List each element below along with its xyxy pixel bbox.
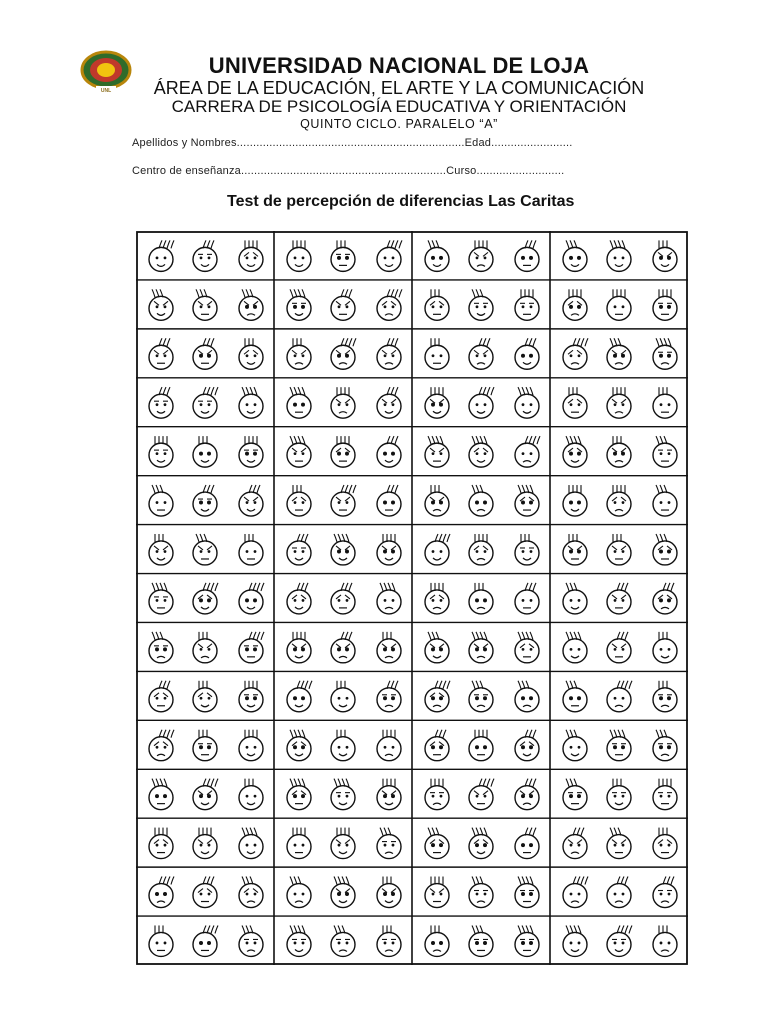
face-icon[interactable] bbox=[193, 485, 217, 516]
face-icon[interactable] bbox=[377, 289, 402, 320]
face-icon[interactable] bbox=[607, 828, 631, 859]
face-icon[interactable] bbox=[653, 436, 677, 467]
face-icon[interactable] bbox=[331, 289, 355, 320]
face-icon[interactable] bbox=[469, 338, 493, 369]
face-icon[interactable] bbox=[287, 485, 311, 516]
name-age-field[interactable]: Apellidos y Nombres......................................................................Edad......................... bbox=[132, 137, 573, 149]
face-icon[interactable] bbox=[193, 240, 217, 271]
face-icon[interactable] bbox=[607, 632, 631, 663]
face-icon[interactable] bbox=[469, 485, 493, 516]
face-icon[interactable] bbox=[287, 779, 311, 810]
face-icon[interactable] bbox=[653, 338, 677, 369]
face-icon[interactable] bbox=[425, 485, 449, 516]
face-icon[interactable] bbox=[563, 681, 587, 712]
face-icon[interactable] bbox=[653, 779, 677, 810]
face-icon[interactable] bbox=[193, 632, 217, 663]
face-icon[interactable] bbox=[331, 877, 355, 908]
face-icon[interactable] bbox=[193, 583, 218, 614]
face-icon[interactable] bbox=[331, 485, 356, 516]
face-icon[interactable] bbox=[515, 485, 539, 516]
face-icon[interactable] bbox=[425, 240, 449, 271]
face-icon[interactable] bbox=[149, 485, 173, 516]
face-icon[interactable] bbox=[425, 925, 449, 956]
face-icon[interactable] bbox=[287, 632, 311, 663]
face-icon[interactable] bbox=[425, 779, 449, 810]
face-icon[interactable] bbox=[425, 534, 450, 565]
face-icon[interactable] bbox=[563, 289, 587, 320]
face-icon[interactable] bbox=[377, 534, 401, 565]
face-icon[interactable] bbox=[193, 681, 217, 712]
face-icon[interactable] bbox=[469, 632, 493, 663]
face-icon[interactable] bbox=[287, 681, 312, 712]
face-icon[interactable] bbox=[607, 925, 632, 956]
face-icon[interactable] bbox=[469, 534, 493, 565]
face-icon[interactable] bbox=[563, 338, 588, 369]
face-icon[interactable] bbox=[607, 534, 631, 565]
face-icon[interactable] bbox=[149, 338, 173, 369]
face-icon[interactable] bbox=[425, 289, 449, 320]
face-icon[interactable] bbox=[563, 436, 587, 467]
face-icon[interactable] bbox=[425, 877, 449, 908]
face-icon[interactable] bbox=[149, 436, 173, 467]
face-icon[interactable] bbox=[653, 877, 677, 908]
face-icon[interactable] bbox=[377, 925, 401, 956]
face-icon[interactable] bbox=[515, 534, 539, 565]
face-icon[interactable] bbox=[377, 485, 401, 516]
face-icon[interactable] bbox=[377, 681, 401, 712]
face-icon[interactable] bbox=[377, 632, 401, 663]
face-icon[interactable] bbox=[331, 436, 355, 467]
face-icon[interactable] bbox=[193, 779, 218, 810]
face-icon[interactable] bbox=[193, 289, 217, 320]
face-icon[interactable] bbox=[425, 681, 450, 712]
face-icon[interactable] bbox=[515, 387, 539, 418]
face-icon[interactable] bbox=[515, 730, 539, 761]
face-icon[interactable] bbox=[149, 240, 174, 271]
face-icon[interactable] bbox=[469, 289, 493, 320]
face-icon[interactable] bbox=[287, 387, 311, 418]
face-icon[interactable] bbox=[331, 779, 355, 810]
face-icon[interactable] bbox=[377, 338, 401, 369]
face-icon[interactable] bbox=[563, 779, 587, 810]
face-icon[interactable] bbox=[653, 583, 677, 614]
face-icon[interactable] bbox=[331, 632, 355, 663]
face-icon[interactable] bbox=[149, 534, 173, 565]
face-icon[interactable] bbox=[607, 583, 631, 614]
face-icon[interactable] bbox=[239, 289, 263, 320]
face-icon[interactable] bbox=[469, 779, 494, 810]
face-icon[interactable] bbox=[239, 240, 263, 271]
face-icon[interactable] bbox=[469, 925, 493, 956]
face-icon[interactable] bbox=[515, 632, 539, 663]
face-icon[interactable] bbox=[239, 387, 263, 418]
face-icon[interactable] bbox=[515, 583, 539, 614]
face-icon[interactable] bbox=[563, 730, 587, 761]
career-subtitle: CARRERA DE PSICOLOGÍA EDUCATIVA Y ORIENTACIÓN bbox=[171, 97, 627, 116]
face-icon[interactable] bbox=[239, 925, 263, 956]
face-icon[interactable] bbox=[425, 387, 449, 418]
face-icon[interactable] bbox=[563, 534, 587, 565]
cycle-subtitle: QUINTO CICLO. PARALELO “A” bbox=[300, 117, 498, 131]
test-title: Test de percepción de diferencias Las Caritas bbox=[227, 193, 575, 210]
face-icon[interactable] bbox=[607, 681, 632, 712]
face-icon[interactable] bbox=[563, 877, 588, 908]
face-icon[interactable] bbox=[193, 534, 217, 565]
face-icon[interactable] bbox=[515, 240, 539, 271]
face-icon[interactable] bbox=[239, 877, 263, 908]
face-icon[interactable] bbox=[239, 828, 263, 859]
face-icon[interactable] bbox=[607, 387, 631, 418]
face-icon[interactable] bbox=[377, 828, 401, 859]
face-icon[interactable] bbox=[469, 240, 493, 271]
face-icon[interactable] bbox=[607, 289, 631, 320]
face-icon[interactable] bbox=[149, 925, 173, 956]
face-icon[interactable] bbox=[607, 436, 631, 467]
face-icon[interactable] bbox=[469, 436, 493, 467]
face-icon[interactable] bbox=[563, 387, 587, 418]
face-icon[interactable] bbox=[425, 632, 449, 663]
face-icon[interactable] bbox=[287, 828, 311, 859]
face-icon[interactable] bbox=[377, 877, 401, 908]
face-icon[interactable] bbox=[287, 436, 311, 467]
face-icon[interactable] bbox=[515, 681, 539, 712]
face-icon[interactable] bbox=[607, 779, 631, 810]
face-icon[interactable] bbox=[469, 730, 493, 761]
face-icon[interactable] bbox=[563, 485, 587, 516]
face-icon[interactable] bbox=[377, 583, 401, 614]
face-icon[interactable] bbox=[287, 925, 311, 956]
face-icon[interactable] bbox=[331, 925, 355, 956]
face-icon[interactable] bbox=[469, 681, 493, 712]
face-icon[interactable] bbox=[515, 828, 539, 859]
face-icon[interactable] bbox=[239, 779, 263, 810]
face-icon[interactable] bbox=[287, 338, 311, 369]
face-icon[interactable] bbox=[193, 387, 218, 418]
face-icon[interactable] bbox=[563, 828, 587, 859]
face-icon[interactable] bbox=[287, 534, 311, 565]
face-icon[interactable] bbox=[193, 877, 217, 908]
face-icon[interactable] bbox=[607, 730, 631, 761]
face-icon[interactable] bbox=[563, 240, 587, 271]
face-icon[interactable] bbox=[515, 436, 540, 467]
face-icon[interactable] bbox=[287, 730, 311, 761]
svg-text:UNL: UNL bbox=[100, 88, 112, 94]
face-icon[interactable] bbox=[377, 436, 401, 467]
face-icon[interactable] bbox=[377, 730, 401, 761]
face-icon[interactable] bbox=[563, 632, 587, 663]
face-icon[interactable] bbox=[193, 925, 218, 956]
face-icon[interactable] bbox=[149, 730, 174, 761]
face-icon[interactable] bbox=[287, 240, 311, 271]
face-icon[interactable] bbox=[193, 730, 217, 761]
face-icon[interactable] bbox=[149, 387, 173, 418]
university-title: UNIVERSIDAD NACIONAL DE LOJA bbox=[208, 53, 590, 78]
face-icon[interactable] bbox=[425, 583, 449, 614]
face-icon[interactable] bbox=[515, 877, 539, 908]
face-icon[interactable] bbox=[653, 387, 677, 418]
school-course-field[interactable]: Centro de enseñanza...............................................................Curso........................... bbox=[132, 165, 565, 177]
faces-grid bbox=[136, 231, 688, 965]
face-icon[interactable] bbox=[469, 387, 494, 418]
face-icon[interactable] bbox=[377, 779, 401, 810]
face-icon[interactable] bbox=[239, 534, 263, 565]
face-icon[interactable] bbox=[425, 828, 449, 859]
face-icon[interactable] bbox=[653, 828, 677, 859]
face-icon[interactable] bbox=[425, 730, 449, 761]
face-icon[interactable] bbox=[239, 436, 263, 467]
face-icon[interactable] bbox=[607, 877, 631, 908]
face-icon[interactable] bbox=[653, 632, 677, 663]
face-icon[interactable] bbox=[653, 925, 677, 956]
face-icon[interactable] bbox=[239, 583, 264, 614]
face-icon[interactable] bbox=[193, 828, 217, 859]
face-icon[interactable] bbox=[653, 730, 677, 761]
face-icon[interactable] bbox=[331, 828, 355, 859]
face-icon[interactable] bbox=[469, 877, 493, 908]
face-icon[interactable] bbox=[563, 583, 587, 614]
face-icon[interactable] bbox=[425, 436, 449, 467]
face-icon[interactable] bbox=[607, 240, 631, 271]
face-icon[interactable] bbox=[515, 779, 539, 810]
face-icon[interactable] bbox=[653, 534, 677, 565]
area-subtitle: ÁREA DE LA EDUCACIÓN, EL ARTE Y LA COMUNICACIÓN bbox=[153, 78, 645, 98]
face-icon[interactable] bbox=[607, 485, 631, 516]
face-icon[interactable] bbox=[149, 828, 173, 859]
face-icon[interactable] bbox=[377, 387, 401, 418]
face-icon[interactable] bbox=[331, 730, 355, 761]
face-icon[interactable] bbox=[331, 338, 356, 369]
face-icon[interactable] bbox=[287, 289, 311, 320]
face-icon[interactable] bbox=[515, 289, 539, 320]
face-icon[interactable] bbox=[149, 583, 173, 614]
face-icon[interactable] bbox=[193, 436, 217, 467]
face-icon[interactable] bbox=[239, 485, 263, 516]
face-icon[interactable] bbox=[331, 240, 355, 271]
face-icon[interactable] bbox=[239, 730, 263, 761]
face-icon[interactable] bbox=[331, 387, 355, 418]
face-icon[interactable] bbox=[287, 877, 311, 908]
face-icon[interactable] bbox=[653, 681, 677, 712]
face-icon[interactable] bbox=[331, 583, 355, 614]
face-icon[interactable] bbox=[515, 338, 539, 369]
face-icon[interactable] bbox=[469, 828, 493, 859]
face-icon[interactable] bbox=[239, 681, 263, 712]
face-icon[interactable] bbox=[515, 925, 539, 956]
face-icon[interactable] bbox=[425, 338, 449, 369]
face-icon[interactable] bbox=[239, 632, 264, 663]
face-icon[interactable] bbox=[149, 877, 174, 908]
face-icon[interactable] bbox=[193, 338, 217, 369]
face-icon[interactable] bbox=[287, 583, 311, 614]
face-icon[interactable] bbox=[239, 338, 263, 369]
face-icon[interactable] bbox=[331, 534, 355, 565]
face-icon[interactable] bbox=[563, 925, 587, 956]
face-icon[interactable] bbox=[653, 289, 677, 320]
face-icon[interactable] bbox=[149, 681, 173, 712]
face-icon[interactable] bbox=[149, 779, 173, 810]
face-icon[interactable] bbox=[653, 240, 677, 271]
face-icon[interactable] bbox=[149, 289, 173, 320]
face-icon[interactable] bbox=[469, 583, 493, 614]
face-icon[interactable] bbox=[149, 632, 173, 663]
face-icon[interactable] bbox=[377, 240, 402, 271]
face-icon[interactable] bbox=[331, 681, 355, 712]
face-icon[interactable] bbox=[607, 338, 631, 369]
face-icon[interactable] bbox=[653, 485, 677, 516]
